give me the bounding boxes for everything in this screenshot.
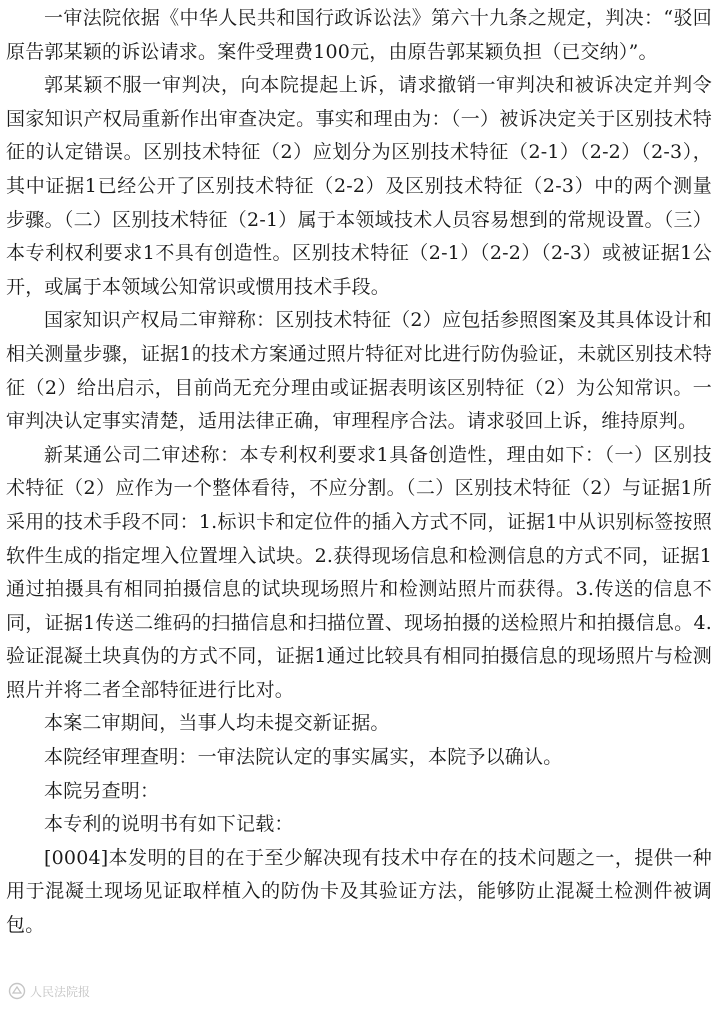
paragraph-first-instance-judgment: 一审法院依据《中华人民共和国行政诉讼法》第六十九条之规定，判决：“驳回原告郭某颖的诉讼请求。案件受理费100元，由原告郭某颖负担（已交纳）”。 xyxy=(6,7,712,63)
paragraph-no-new-evidence: 本案二审期间，当事人均未提交新证据。 xyxy=(44,712,390,735)
paragraph-specification-intro: 本专利的说明书有如下记载： xyxy=(44,813,294,836)
watermark-text: 人民法院报 xyxy=(30,984,91,999)
paragraph-appellant-appeal: 郭某颖不服一审判决，向本院提起上诉，请求撤销一审判决和被诉决定并判令国家知识产权局重新作出审查决定。事实和理由为：（一）被诉决定关于区别技术特征的认定错误。区别技术特征（2）应划分为区别技术特征（2-1）（2-2）（2-3），其中证据1已经公开了区别技术特征（2-2）及区别技术特征（2-3）中的两个测量步骤。（二）区别技术特征（2-1）属于本领域技术人员容易想到的常规设置。（三）本专利权利要求1不具有创造性。区别技术特征（2-1）（2-2）（2-3）或被证据1公开，或属于本领域公知常识或惯用技术手段。 xyxy=(6,74,712,298)
paragraph-further-finding: 本院另查明： xyxy=(44,779,160,802)
paragraph-court-finding: 本院经审理查明：一审法院认定的事实属实，本院予以确认。 xyxy=(44,746,563,769)
watermark xyxy=(8,982,90,1000)
logo-icon xyxy=(8,982,26,1000)
paragraph-specification-0004: [0004]本发明的目的在于至少解决现有技术中存在的技术问题之一，提供一种用于混凝土现场见证取样植入的防伪卡及其验证方法，能够防止混凝土检测件被调包。 xyxy=(6,846,712,937)
paragraph-cnipa-reply: 国家知识产权局二审辩称：区别技术特征（2）应包括参照图案及其具体设计和相关测量步骤，证据1的技术方案通过照片特征对比进行防伪验证，未就区别技术特征（2）给出启示，目前尚无充分理由或证据表明该区别特征（2）为公知常识。一审判决认定事实清楚，适用法律正确，审理程序合法。请求驳回上诉，维持原判。 xyxy=(6,309,712,433)
document-body xyxy=(6,2,712,943)
paragraph-third-party-statement: 新某通公司二审述称：本专利权利要求1具备创造性，理由如下：（一）区别技术特征（2）应作为一个整体看待，不应分割。（二）区别技术特征（2）与证据1所采用的技术手段不同：1.标识卡和定位件的插入方式不同，证据1中从识别标签按照软件生成的指定埋入位置埋入试块。2.获得现场信息和检测信息的方式不同，证据1通过拍摄具有相同拍摄信息的试块现场照片和检测站照片而获得。3.传送的信息不同，证据1传送二维码的扫描信息和扫描位置、现场拍摄的送检照片和拍摄信息。4.验证混凝土块真伪的方式不同，证据1通过比较具有相同拍摄信息的现场照片与检测照片并将二者全部特征进行比对。 xyxy=(6,443,712,701)
